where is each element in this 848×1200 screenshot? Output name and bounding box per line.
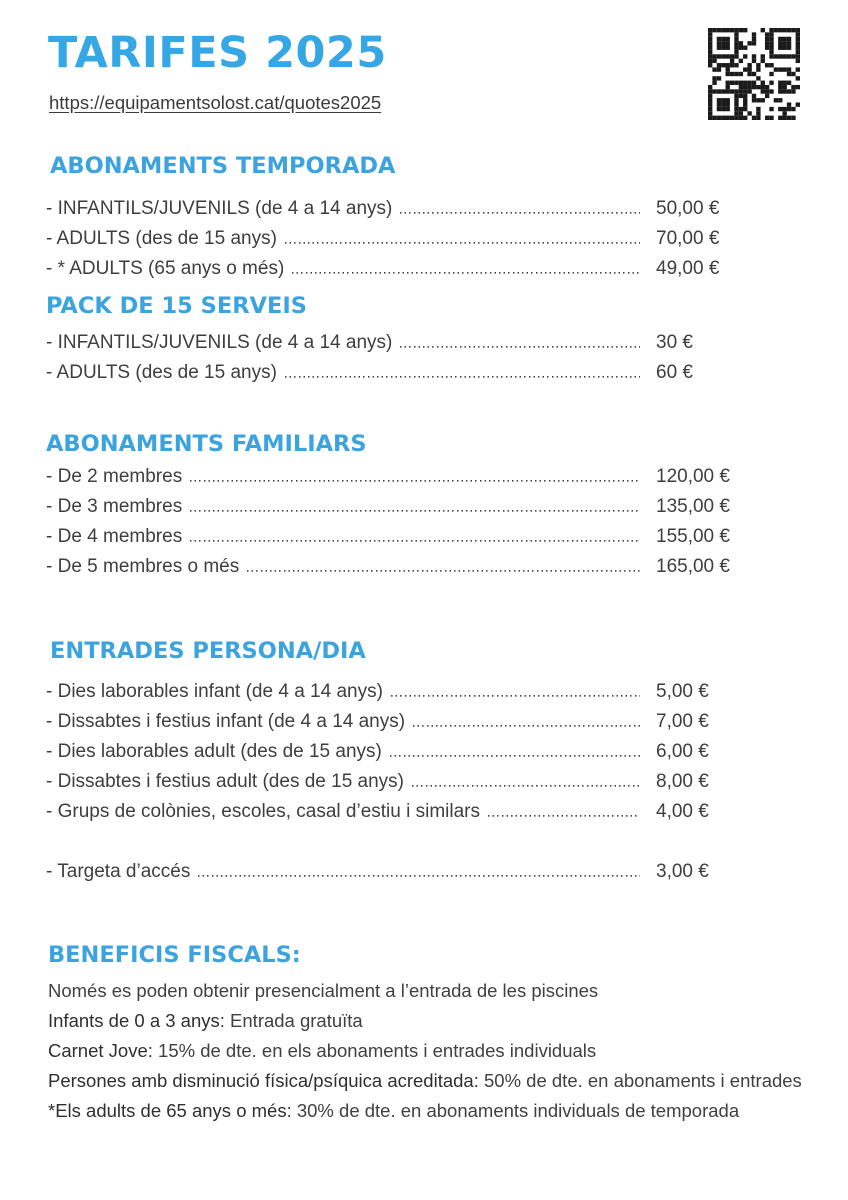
benefit-lead: Infants de 0 a 3 anys: [48,1009,225,1031]
item-price: 165,00 € [656,555,730,577]
dotted-leader [400,333,640,348]
item-price: 6,00 € [656,740,709,762]
price-row [46,362,808,392]
price-row [46,466,808,496]
section-heading: ENTRADES PERSONA/DIA [50,637,366,664]
benefit-line [46,1036,808,1066]
row-label-area [46,681,640,703]
price-row [46,496,808,526]
item-label: - De 3 membres [46,495,183,517]
price-row [46,526,808,556]
row-label-area [46,861,640,883]
item-label: - Dissabtes i festius adult (des de 15 anys) [46,770,405,792]
price-row [46,771,808,801]
section-heading: BENEFICIS FISCALS: [48,941,301,968]
dotted-leader [247,557,640,572]
item-price: 5,00 € [656,680,709,702]
item-price: 30 € [656,332,693,354]
price-row [46,861,808,891]
section-abonaments-temporada [46,154,808,288]
row-label-area [46,496,640,518]
section-heading: ABONAMENTS FAMILIARS [46,431,367,458]
section-beneficis-fiscals [46,943,808,1126]
item-price: 60 € [656,362,693,384]
page-title: TARIFES 2025 [48,28,387,78]
row-label-area [46,466,640,488]
row-label-area [46,198,640,220]
item-price: 120,00 € [656,465,730,487]
section-abonaments-familiars [46,432,808,586]
item-price: 155,00 € [656,525,730,547]
row-label-area [46,556,640,578]
item-price: 50,00 € [656,198,720,220]
item-price: 70,00 € [656,228,720,250]
item-label: - Dies laborables adult (des de 15 anys) [46,740,382,762]
dotted-leader [285,229,640,244]
dotted-leader [413,712,640,727]
section-entrades-persona-dia [46,639,808,891]
item-label: - Grups de colònies, escoles, casal d’estiu i similars [46,800,481,822]
dotted-leader [292,259,640,274]
row-label-area [46,228,640,250]
benefit-line [46,1006,808,1036]
quotes-url-link[interactable]: https://equipamentsolost.cat/quotes2025 [49,92,382,114]
section-heading: ABONAMENTS TEMPORADA [50,153,396,180]
price-row [46,332,808,362]
item-label: - De 5 membres o més [46,555,240,577]
item-price: 135,00 € [656,495,730,517]
item-label: - * ADULTS (65 anys o més) [46,258,285,280]
item-label: - ADULTS (des de 15 anys) [46,228,277,250]
dotted-leader [190,527,640,542]
section-heading: PACK DE 15 SERVEIS [46,293,307,320]
item-price: 4,00 € [656,800,709,822]
benefit-text: Entrada gratuïta [224,1009,363,1031]
price-row [46,258,808,288]
benefit-line [46,1066,808,1096]
benefit-text: 30% de dte. en abonaments individuals de temporada [291,1099,740,1121]
item-label: - De 2 membres [46,465,183,487]
row-label-area [46,711,640,733]
dotted-leader [285,363,640,378]
item-label: - Dissabtes i festius infant (de 4 a 14 anys) [46,710,406,732]
item-price: 7,00 € [656,710,709,732]
dotted-leader [400,199,640,214]
benefit-text: 15% de dte. en els abonaments i entrades individuals [152,1039,597,1061]
item-label: - INFANTILS/JUVENILS (de 4 a 14 anys) [46,332,393,354]
dotted-leader [190,467,640,482]
benefit-lead: Carnet Jove: [48,1039,153,1061]
item-price: 3,00 € [656,860,709,882]
item-price: 49,00 € [656,258,720,280]
qr-code-icon [708,28,800,120]
price-row [46,198,808,228]
benefit-text: Només es poden obtenir presencialment a l’entrada de les piscines [48,979,599,1001]
dotted-leader [198,862,640,877]
benefit-text: 50% de dte. en abonaments i entrades [478,1069,802,1091]
dotted-leader [488,802,640,817]
price-row [46,556,808,586]
item-label: - ADULTS (des de 15 anys) [46,362,277,384]
item-price: 8,00 € [656,770,709,792]
row-label-area [46,801,640,823]
benefit-line [46,976,808,1006]
row-label-area [46,741,640,763]
row-label-area [46,526,640,548]
dotted-leader [412,772,640,787]
row-label-area [46,771,640,793]
price-row [46,681,808,711]
item-label: - Dies laborables infant (de 4 a 14 anys) [46,680,383,702]
price-row [46,741,808,771]
dotted-leader [391,682,640,697]
benefit-lead: Persones amb disminució física/psíquica acreditada: [48,1069,479,1091]
price-row [46,801,808,831]
price-row [46,228,808,258]
dotted-leader [190,497,640,512]
row-label-area [46,362,640,384]
price-row [46,711,808,741]
item-label: - Targeta d’accés [46,860,191,882]
dotted-leader [390,742,640,757]
section-pack-15-serveis [46,294,808,392]
item-label: - De 4 membres [46,525,183,547]
row-label-area [46,332,640,354]
item-label: - INFANTILS/JUVENILS (de 4 a 14 anys) [46,198,393,220]
benefit-line [46,1096,808,1126]
row-label-area [46,258,640,280]
benefit-lead: *Els adults de 65 anys o més: [48,1099,292,1121]
